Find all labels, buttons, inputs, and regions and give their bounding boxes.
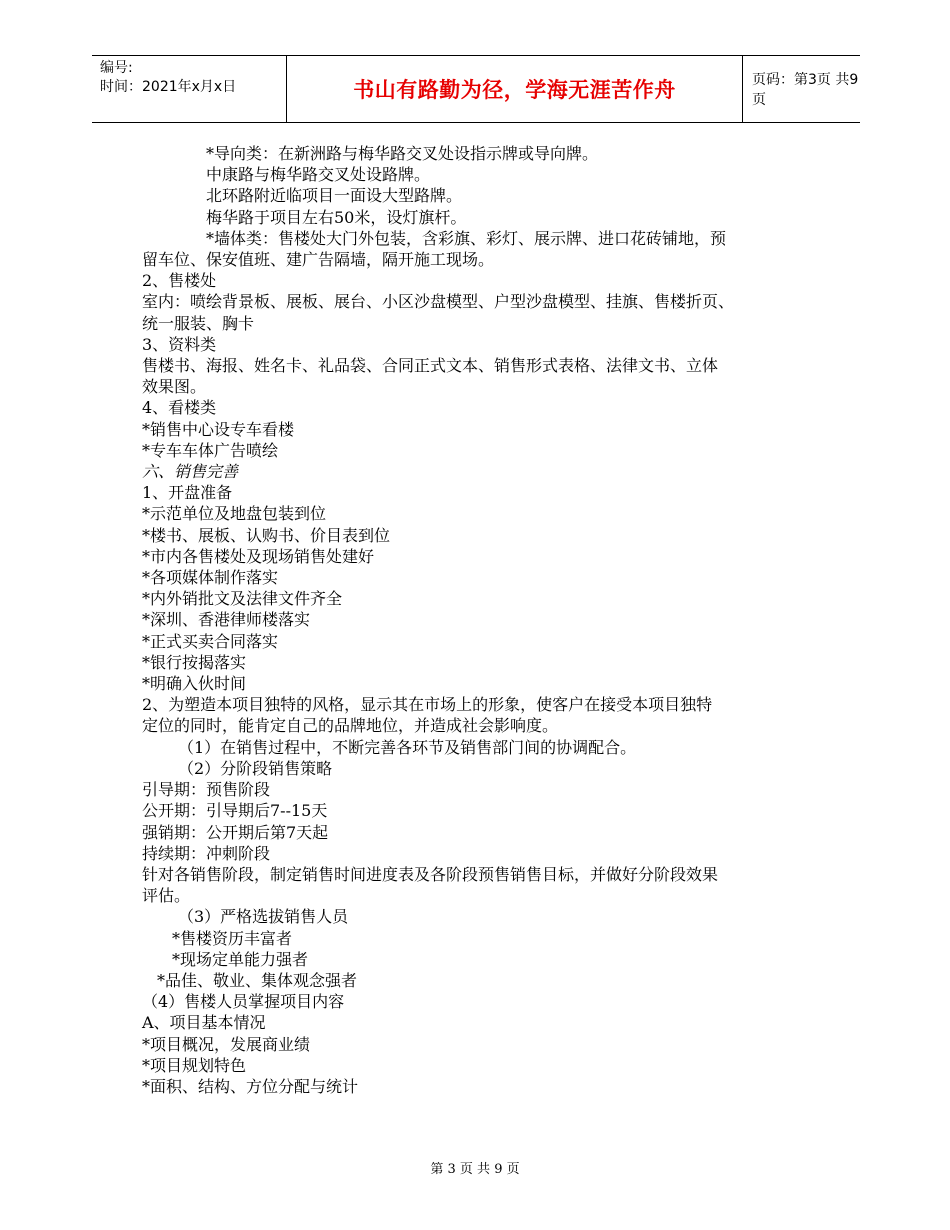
page-footer: 第 3 页 共 9 页 (430, 1162, 520, 1177)
text-line: *项目规划特色 (142, 1055, 247, 1075)
header-meta (100, 59, 236, 97)
text-line: （2）分阶段销售策略 (178, 758, 333, 778)
text-line: *深圳、香港律师楼落实 (142, 610, 311, 630)
text-line: 评估。 (142, 886, 191, 906)
page-info: 页码：第3页 共9页 (752, 72, 859, 108)
motto: 书山有路勤为径，学海无涯苦作舟 (353, 78, 676, 102)
text-line: 引导期：预售阶段 (142, 780, 271, 800)
text-line: 强销期：公开期后第7天起 (142, 822, 329, 842)
text-line: *银行按揭落实 (142, 652, 247, 672)
text-line: *导向类：在新洲路与梅华路交叉处设指示牌或导向牌。 (206, 144, 599, 163)
text-line: *销售中心设专车看楼 (142, 419, 295, 439)
text-line: *现场定单能力强者 (172, 949, 309, 969)
text-line: 留车位、保安值班、建广告隔墙，隔开施工现场。 (142, 250, 495, 270)
text-line: *楼书、展板、认购书、价目表到位 (142, 525, 391, 545)
text-line: 定位的同时，能肯定自己的品牌地位，并造成社会影响度。 (142, 716, 559, 736)
text-line: *明确入伙时间 (142, 674, 247, 694)
header-motto-cell (286, 56, 743, 122)
text-line: 售楼书、海报、姓名卡、礼品袋、合同正式文本、销售形式表格、法律文书、立体 (142, 356, 719, 376)
text-line: *售楼资历丰富者 (172, 928, 293, 948)
text-line: 北环路附近临项目一面设大型路牌。 (206, 186, 463, 206)
text-line: *墙体类：售楼处大门外包装，含彩旗、彩灯、展示牌、进口花砖铺地，预 (206, 228, 727, 248)
text-line: *品佳、敬业、集体观念强者 (157, 970, 358, 990)
chapter-heading: 六、销售完善 (142, 462, 239, 482)
section-heading: 1、开盘准备 (142, 483, 233, 503)
section-heading: 3、资料类 (142, 334, 217, 354)
text-line: *正式买卖合同落实 (142, 631, 279, 651)
text-line: 中康路与梅华路交叉处设路牌。 (206, 165, 431, 185)
text-line: 针对各销售阶段，制定销售时间进度表及各阶段预售销售目标，并做好分阶段效果 (142, 864, 719, 884)
text-line: 室内：喷绘背景板、展板、展台、小区沙盘模型、户型沙盘模型、挂旗、售楼折页、 (142, 292, 735, 312)
text-line: *各项媒体制作落实 (142, 568, 279, 588)
document-body (142, 143, 822, 1097)
text-line: *市内各售楼处及现场销售处建好 (142, 546, 375, 566)
section-heading: A、项目基本情况 (142, 1013, 266, 1033)
text-line: *专车车体广告喷绘 (142, 440, 279, 460)
text-line: *内外销批文及法律文件齐全 (142, 589, 343, 609)
text-line: （4）售楼人员掌握项目内容 (142, 992, 345, 1012)
text-line: 2、为塑造本项目独特的风格，显示其在市场上的形象，使客户在接受本项目独特 (142, 695, 713, 715)
text-line: *面积、结构、方位分配与统计 (142, 1076, 359, 1096)
text-line: 公开期：引导期后7--15天 (142, 801, 328, 821)
time-label: 时间：2021年x月x日 (100, 79, 237, 95)
page-header (92, 55, 860, 123)
text-line: 持续期：冲刺阶段 (142, 843, 271, 863)
text-line: 统一服装、胸卡 (142, 313, 255, 333)
text-line: *项目概况，发展商业绩 (142, 1034, 311, 1054)
text-line: （3）严格选拔销售人员 (178, 907, 349, 927)
section-heading: 4、看楼类 (142, 398, 217, 418)
section-heading: 2、售楼处 (142, 271, 217, 291)
text-line: 梅华路于项目左右50米，设灯旗杆。 (206, 207, 467, 227)
text-line: *示范单位及地盘包装到位 (142, 504, 327, 524)
text-line: （1）在销售过程中，不断完善各环节及销售部门间的协调配合。 (178, 737, 637, 757)
text-line: 效果图。 (142, 377, 207, 397)
code-label: 编号: (100, 60, 133, 76)
